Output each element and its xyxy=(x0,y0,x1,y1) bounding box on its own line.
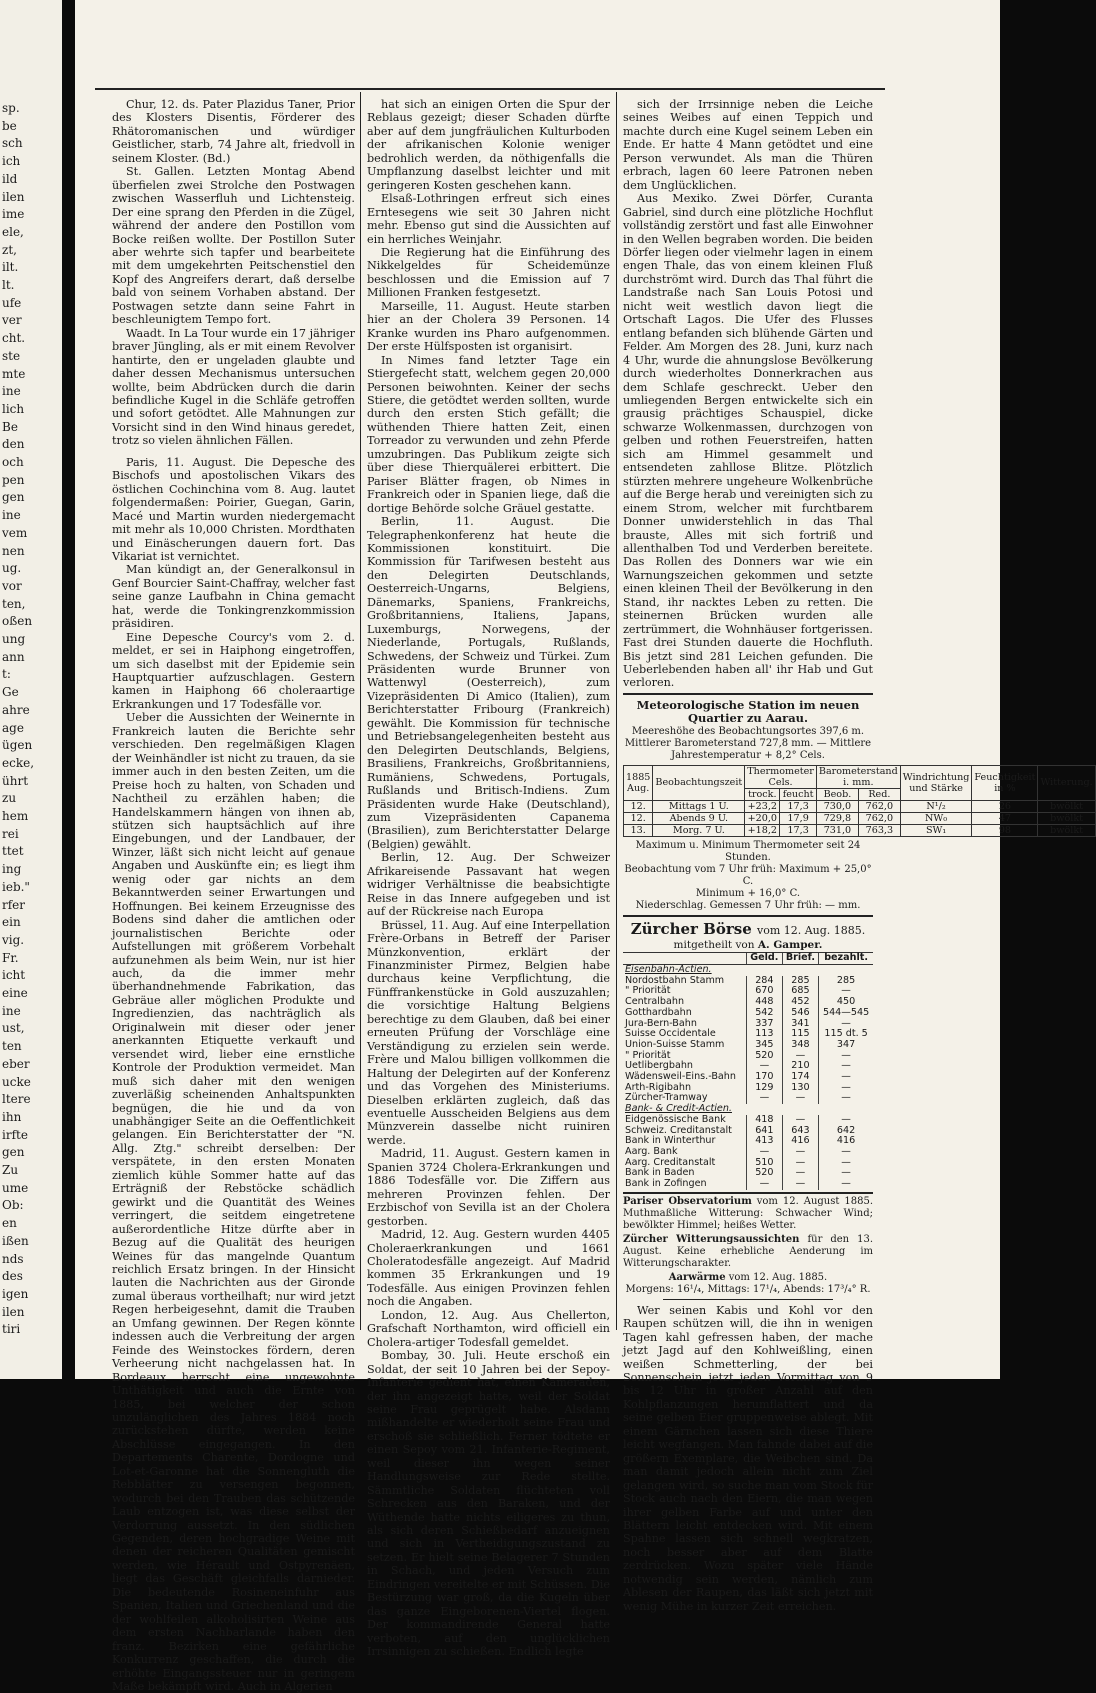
margin-fragment: ltere xyxy=(2,1092,31,1107)
boerse-security: Bank in Baden xyxy=(625,1167,695,1179)
article-madrid-12: Madrid, 12. Aug. Gestern wurden 4405 Choleraerkrankungen und 1661 Choleratodesfälle angezeigt. Auf Madrid kommen 35 Erkrankungen und 19 Todesfälle. Aus einigen Provinzen fehlen noch die Angaben. xyxy=(367,1228,610,1309)
boerse-price: — xyxy=(782,1115,819,1126)
meteo-cell: Morg. 7 U. xyxy=(653,824,745,836)
meteo-header: Witterung. xyxy=(1038,765,1095,800)
article-reblaus: hat sich an einigen Orten die Spur der Reblaus gezeigt; dieser Schaden dürfte aber auf dem jungfräulichen Kulturboden der afrikanischen Kolonie weniger bedrohlich werden, da nöthigenfalls die Umpflanzung daselbst leichter und mit geringeren Kosten geschehen kann. xyxy=(367,98,610,192)
boerse-price: 642 xyxy=(819,1126,873,1137)
article-paris-cochinchina: Paris, 11. August. Die Depesche des Bischofs und apostolischen Vikars des östlichen Cochinchina vom 8. Aug. lautet folgendermaßen: Poirier, Guegan, Garin, Macé und Martin wurden niedergemacht mit mehr als 10,000 Christen. Mordthaten und Einäscherungen dauern fort. Das Vikariat ist vernichtet. xyxy=(112,455,355,563)
margin-fragment: ieb." xyxy=(2,879,30,894)
boerse-price: 546 xyxy=(782,1008,819,1019)
boerse-table xyxy=(623,952,873,1189)
article-irrsinniger-end: sich der Irrsinnige neben die Leiche seines Weibes auf einen Teppich und machte durch eine Kugel seinem Leben ein Ende. Er hatte 4 Mann getödtet und eine Person verwundet. Als man die Thüren erbrach, lagen 60 leere Patronen neben dem Unglücklichen. xyxy=(623,98,873,192)
boerse-price: 285 xyxy=(819,976,873,987)
section-rule xyxy=(623,915,873,917)
article-st-gallen: St. Gallen. Letzten Montag Abend überfielen zwei Strolche den Postwagen zwischen Wasserfluh und Lichtensteig. Der eine sprang den Pferden in die Zügel, während der andere den Postillon vom Bocke reißen wollte. Der Postillon Suter aber wehrte sich tapfer und bearbeitete mit dem umgekehrten Peitschenstiel den Kopf des Angreifers derart, daß derselbe bald von seinem Vorhaben abstand. Der Postwagen setzte dann seine Fahrt in beschleunigtem Tempo fort. xyxy=(112,165,355,327)
margin-fragment: ume xyxy=(2,1180,29,1195)
boerse-price: 337 xyxy=(747,1019,783,1030)
meteo-row xyxy=(624,824,1096,836)
margin-fragment: nen xyxy=(2,543,25,558)
boerse-price: — xyxy=(782,1147,819,1158)
margin-fragment: ine xyxy=(2,1003,21,1018)
boerse-price: 413 xyxy=(747,1136,783,1147)
boerse-security: " Priorität xyxy=(625,985,671,997)
section-rule xyxy=(663,1299,833,1300)
margin-fragment: gen xyxy=(2,490,25,505)
margin-fragment: ime xyxy=(2,207,25,222)
margin-fragment: vem xyxy=(2,525,28,540)
margin-fragment: ten xyxy=(2,1039,22,1054)
boerse-head: bezahlt. xyxy=(819,953,873,965)
meteo-header: Windrichtung und Stärke xyxy=(900,765,972,800)
boerse-price: 130 xyxy=(782,1083,819,1094)
boerse-price: — xyxy=(819,1051,873,1062)
column-3 xyxy=(623,98,1093,1613)
margin-fragment: ten, xyxy=(2,596,26,611)
boerse-head xyxy=(623,953,747,965)
aarwaerme-date: vom 12. Aug. 1885. xyxy=(728,1271,828,1283)
margin-fragment: lich xyxy=(2,401,25,416)
margin-fragment: cht. xyxy=(2,331,26,346)
meteo-cell: SW₁ xyxy=(900,824,972,836)
margin-fragment: eine xyxy=(2,986,28,1000)
boerse-price: — xyxy=(782,1093,819,1104)
boerse-section-label: Eisenbahn-Actien. xyxy=(625,964,712,975)
boerse-row xyxy=(623,1115,873,1126)
paris-observatory-text: vom 12. August 1885. Muthmaßliche Witterung: Schwacher Wind; bewölkter Himmel; heißes Wetter. xyxy=(623,1195,873,1231)
boerse-row xyxy=(623,1008,873,1019)
meteo-cell: +20,0 xyxy=(745,812,780,824)
meteo-cell: 730,0 xyxy=(816,800,858,812)
meteo-cell: 17,9 xyxy=(780,812,817,824)
meteo-cell: 47 xyxy=(972,812,1038,824)
margin-fragment: hem xyxy=(2,809,29,823)
boerse-price: — xyxy=(782,1179,819,1190)
meteo-subheader: Red. xyxy=(858,788,900,800)
article-mexiko: Aus Mexiko. Zwei Dörfer, Curanta Gabriel, sind durch eine plötzliche Hochflut vollständig zerstört und fast alle Einwohner in den Wellen begraben worden. Die beiden Dörfer liegen oder vielmehr lagen in einem engen Thale, das von einem kleinen Fluß durchströmt wird. Durch das Thal führt die Landstraße nach San Louis Potosi und nicht weit westlich davon liegt die Ortschaft Lagos. Die Ufer des Flusses entlang befanden sich blühende Gärten und Felder. Am Morgen des 28. Juni, kurz nach 4 Uhr, wurde die ahnungslose Bevölkerung durch wiederholtes Donnerkrachen aus dem Schlafe geschreckt. Ueber den umliegenden Bergen entwickelte sich ein grausig prächtiges Schauspiel, dicke schwarze Wolkenmassen, durchzogen von gelben und rothen Feuerstreifen, hatten sich am Himmel gesammelt und entsendeten zahllose Blitze. Plötzlich stürzten mehrere ungeheure Wolkenbrüche auf die Berge herab und vereinigten sich zu einem Strom, welcher mit furchtbarem Donner unwiderstehlich in das Thal brauste, Alles mit sich fortriß und allenthalben Tod und Verderben bereitete. Das Rollen des Donners war wie ein Warnungszeichen gekommen und setzte einen kleinen Theil der Bevölkerung in den Stand, ihr nacktes Leben zu retten. Die steinernen Brücken wurden alle zertrümmert, die Wohnhäuser fortgerissen. Fast drei Stunden dauerte die Hochfluth. Bis jetzt sind 281 Leichen gefunden. Die Ueberlebenden haben all' ihr Hab und Gut verloren. xyxy=(623,192,873,690)
boerse-price: 520 xyxy=(747,1168,783,1179)
boerse-security: Arth-Rigibahn xyxy=(625,1081,692,1093)
boerse-price: — xyxy=(747,1093,783,1104)
newspaper-page xyxy=(75,0,1093,1693)
margin-fragment: vor xyxy=(2,578,22,593)
boerse-security: Suisse Occidentale xyxy=(625,1028,716,1040)
margin-fragment: ste xyxy=(2,348,21,363)
boerse-security: Nordostbahn Stamm xyxy=(625,974,725,986)
zuerich-weather-head: Zürcher Witterungsaussichten xyxy=(623,1233,800,1245)
meteo-cell: 731,0 xyxy=(816,824,858,836)
margin-fragment: rei xyxy=(2,826,19,841)
previous-page-margin xyxy=(0,0,62,1379)
meteo-rows xyxy=(624,800,1096,836)
margin-fragment: irfte xyxy=(2,1127,28,1142)
meteo-table xyxy=(623,765,1096,837)
boerse-price: 348 xyxy=(782,1040,819,1051)
article-bombay: Bombay, 30. Juli. Heute erschoß ein Soldat, der seit 10 Jahren bei der Sepoy-Infanterie gedient hat, einen Kameraden, der ihn angezeigt hatte, weil der Soldat seine Frau geprügelt habe. Alsdann mißhandelte er wiederholt seine Frau und erschoß sie schließlich. Ferner tödtete er einen Sepoy vom 21. Infanterie-Regiment, weil dieser ihn wegen seiner Handlungsweise zur Rede stellte. Sämmtliche Soldaten flüchteten voll Schrecken aus den Baraken, und der Wüthende hatte nichts eiligeres zu thun, als sich deren Schießbedarf anzueignen und sich in Vertheidigungszustand zu setzen. Er hielt seine Belagerer 7 Stunden in Schach, und jeden Versuch zum Eindringen vereitelte er mit Schüssen. Die Bestürzung war groß, da die Kugeln über das ganze Eingeborenen-Viertel flogen. Der kommandirende General hatte verboten, auf den unglücklichen Irrsinnigen zu schießen. Endlich legte xyxy=(367,1349,610,1659)
boerse-security: Bank in Winterthur xyxy=(625,1135,716,1147)
column-1 xyxy=(112,98,355,1693)
boerse-security: Aarg. Bank xyxy=(625,1145,678,1157)
boerse-price: 448 xyxy=(747,997,783,1008)
boerse-price: — xyxy=(747,1061,783,1072)
meteo-header: 1885 Aug. xyxy=(624,765,653,800)
boerse-section-label: Bank- & Credit-Actien. xyxy=(625,1103,732,1115)
meteo-cell: N¹/₂ xyxy=(900,800,972,812)
boerse-price: 670 xyxy=(747,986,783,997)
boerse-row xyxy=(623,1179,873,1190)
margin-fragment: ine xyxy=(2,508,21,523)
boerse-price: 210 xyxy=(782,1061,819,1072)
meteo-cell: 763,3 xyxy=(858,824,900,836)
boerse-sub-pre: mitgetheilt von xyxy=(673,938,755,951)
boerse-price: 347 xyxy=(819,1040,873,1051)
boerse-price: — xyxy=(819,1083,873,1094)
meteo-subheader: trock. xyxy=(745,788,780,800)
aarwaerme-head: Aarwärme xyxy=(668,1271,726,1283)
margin-fragment: ug. xyxy=(2,561,22,576)
margin-fragment: ttet xyxy=(2,844,24,859)
boerse-price: — xyxy=(819,1072,873,1083)
boerse-price: — xyxy=(819,1158,873,1169)
margin-fragment: ild xyxy=(2,171,18,186)
boerse-date: vom 12. Aug. 1885. xyxy=(756,923,866,937)
margin-fragment: zt, xyxy=(2,242,17,257)
meteo-cell: 13. xyxy=(624,824,653,836)
section-rule xyxy=(623,693,873,695)
margin-fragment: Ge xyxy=(2,685,19,700)
article-elsass: Elsaß-Lothringen erfreut sich eines Erntesegens wie seit 30 Jahren nicht mehr. Ebenso gut sind die Aussichten auf ein herrliches Weinjahr. xyxy=(367,192,610,246)
margin-fragment: ihn xyxy=(2,1109,22,1124)
meteo-title: Meteorologische Station im neuen Quartier zu Aarau. xyxy=(636,697,860,726)
meteo-cell: bwölkt xyxy=(1038,800,1095,812)
margin-fragment: ein xyxy=(2,915,21,930)
meteo-cell: bwölkt xyxy=(1038,824,1095,836)
article-nimes: In Nimes fand letzter Tage ein Stiergefecht statt, welchem gegen 20,000 Personen beiwohnten. Keiner der sechs Stiere, die getödtet werden sollten, wurde durch den ersten Stich gefällt; die wüthenden Thiere hatten Zeit, einen Torreador zu verwunden und zehn Pferde umzubringen. Das Publikum zeigte sich über diese Thierquälerei erbittert. Die Pariser Blätter fragen, ob Nimes in Frankreich oder in Spanien liege, daß die dortige Behörde solche Gräuel gestatte. xyxy=(367,353,610,515)
margin-fragment: ügen xyxy=(2,738,33,753)
meteo-cell: 98 xyxy=(972,824,1038,836)
margin-fragment: och xyxy=(2,455,24,469)
boerse-price: 643 xyxy=(782,1126,819,1137)
boerse-price: 285 xyxy=(782,976,819,987)
boerse-price: 510 xyxy=(747,1158,783,1169)
meteo-cell: 762,0 xyxy=(858,800,900,812)
boerse-price: 174 xyxy=(782,1072,819,1083)
meteo-subheader: Beob. xyxy=(816,788,858,800)
article-berlin-telegraph: Berlin, 11. August. Die Telegraphenkonferenz hat heute die Kommissionen konstituirt. Die Kommission für Tarifwesen besteht aus den Delegirten Deutschlands, Oesterreich-Ungarns, Belgiens, Dänemarks, Spaniens, Frankreichs, Großbritanniens, Italiens, Japans, Luxemburgs, Norwegens, der Niederlande, Portugals, Rußlands, Schwedens, der Schweiz und Türkei. Zum Präsidenten wurde Brunner von Wattenwyl (Oesterreich), zum Vizepräsidenten Di Amico (Italien), zum Berichterstatter Fribourg (Frankreich) gewählt. Die Kommission für technische und Betriebsangelegenheiten besteht aus den Delegirten Deutschlands, Belgiens, Brasiliens, Frankreichs, Großbritanniens, Rumäniens, Schwedens, Portugals, Rußlands und Britisch-Indiens. Zum Präsidenten wurde Hake (Deutschland), zum Vizepräsidenten Capanema (Brasilien), zum Berichterstatter Delarge (Belgien) gewählt. xyxy=(367,515,610,851)
boerse-price: 452 xyxy=(782,997,819,1008)
article-chur: Chur, 12. ds. Pater Plazidus Taner, Prior des Klosters Disentis, Förderer des Rhätoromanischen und würdiger Geistlicher, starb, 74 Jahre alt, friedvoll in seinem Kloster. (Bd.) xyxy=(112,98,355,165)
boerse-price: — xyxy=(819,1019,873,1030)
boerse-security: Schweiz. Creditanstalt xyxy=(625,1124,732,1136)
meteo-line-1: Meereshöhe des Beobachtungsortes 397,6 m. xyxy=(631,725,865,737)
margin-fragment: ilt. xyxy=(2,260,19,275)
meteo-header: Thermometer Cels. xyxy=(745,765,817,788)
boerse-price: 416 xyxy=(782,1136,819,1147)
boerse-security: Gotthardbahn xyxy=(625,1006,692,1018)
margin-fragment: ührt xyxy=(2,773,29,788)
margin-fragment: sp. xyxy=(2,101,20,115)
margin-fragment: zu xyxy=(2,791,17,806)
margin-fragment: ann xyxy=(2,649,25,664)
meteo-footer-3: Minimum + 16,0° C. xyxy=(695,887,801,899)
margin-fragment: Be xyxy=(2,419,18,434)
margin-fragment: icht xyxy=(2,968,26,983)
boerse-price: 341 xyxy=(782,1019,819,1030)
boerse-price: — xyxy=(819,1147,873,1158)
meteo-cell: Abends 9 U. xyxy=(653,812,745,824)
boerse-subtitle xyxy=(623,939,873,952)
boerse-security: Union-Suisse Stamm xyxy=(625,1038,725,1050)
boerse-head: Geld. xyxy=(747,953,783,965)
margin-fragment: age xyxy=(2,720,24,735)
margin-fragment: ich xyxy=(2,154,21,169)
meteo-header: Barometerstand i. mm. xyxy=(816,765,900,788)
boerse-security: Centralbahn xyxy=(625,996,685,1008)
boerse-price: 113 xyxy=(747,1029,783,1040)
margin-fragment: nds xyxy=(2,1251,24,1266)
margin-fragment: t: xyxy=(2,667,11,682)
boerse-price: 418 xyxy=(747,1115,783,1126)
meteo-cell: +23,2 xyxy=(745,800,780,812)
margin-fragment: eber xyxy=(2,1056,30,1071)
boerse-price: 641 xyxy=(747,1126,783,1137)
column-divider-2 xyxy=(616,92,617,1330)
meteo-header: Beobachtungszeit xyxy=(653,765,745,800)
boerse-price: — xyxy=(747,1179,783,1190)
boerse-price: — xyxy=(819,1061,873,1072)
boerse-head: Brief. xyxy=(782,953,819,965)
margin-fragment: Fr. xyxy=(2,950,19,965)
margin-fragment: ißen xyxy=(2,1233,29,1248)
margin-fragment: pen xyxy=(2,472,25,487)
aarwaerme-values: Morgens: 16¹/₄, Mittags: 17¹/₄, Abends: 17³/₄° R. xyxy=(625,1283,871,1295)
boerse-security: Aarg. Creditanstalt xyxy=(625,1156,716,1168)
article-london: London, 12. Aug. Aus Chellerton, Grafschaft Northamton, wird officiell ein Cholera-artiger Todesfall gemeldet. xyxy=(367,1308,610,1349)
margin-fragment: gen xyxy=(2,1145,25,1160)
meteo-cell: 762,0 xyxy=(858,812,900,824)
boerse-price: — xyxy=(819,1179,873,1190)
meteo-cell: bwölkt xyxy=(1038,812,1095,824)
boerse-price: — xyxy=(819,986,873,997)
zuerich-weather-text: für den 13. August. Keine erhebliche Aenderung im Witterungscharakter. xyxy=(623,1233,873,1269)
margin-fragment: vig. xyxy=(2,932,25,947)
boerse-sub-name: A. Gamper. xyxy=(757,938,823,951)
meteo-cell: 17,3 xyxy=(780,824,817,836)
boerse-price: — xyxy=(782,1051,819,1062)
margin-fragment: rfer xyxy=(2,897,26,912)
margin-fragment: Ob: xyxy=(2,1198,24,1213)
article-courcy: Eine Depesche Courcy's vom 2. d. meldet, er sei in Haiphong eingetroffen, um sich daselbst mit der Epidemie sein Hauptquartier aufzuschlagen. Gestern kamen in Haiphong 66 choleraartige Erkrankungen und 17 Todesfälle vor. xyxy=(112,630,355,711)
boerse-title xyxy=(623,921,873,939)
boerse-price: 129 xyxy=(747,1083,783,1094)
column-2 xyxy=(367,98,610,1659)
margin-fragment: ing xyxy=(2,862,22,877)
boerse-price: 115 xyxy=(782,1029,819,1040)
meteo-header: Feuchtigkeit in % xyxy=(972,765,1038,800)
margin-fragment: ahre xyxy=(2,702,30,717)
boerse-rows xyxy=(623,965,873,1190)
margin-fragment: ust, xyxy=(2,1021,25,1036)
boerse-security: Uetlibergbahn xyxy=(625,1060,694,1072)
paris-observatory xyxy=(623,1196,873,1232)
paris-observatory-head: Pariser Observatorium xyxy=(623,1195,752,1207)
margin-fragment: den xyxy=(2,437,25,452)
boerse-price: 170 xyxy=(747,1072,783,1083)
article-berlin-afrika: Berlin, 12. Aug. Der Schweizer Afrikareisende Passavant hat wegen widriger Verhältnisse die beabsichtigte Reise in das Innere aufgegeben und ist auf der Rückreise nach Europa xyxy=(367,851,610,919)
boerse-price: 542 xyxy=(747,1008,783,1019)
margin-fragment: oßen xyxy=(2,614,33,629)
margin-fragment: sch xyxy=(2,136,23,151)
margin-fragment: ufe xyxy=(2,295,22,310)
section-rule xyxy=(623,1192,873,1194)
meteo-footer-1: Maximum u. Minimum Thermometer seit 24 Stunden. xyxy=(635,839,861,863)
article-madrid-11: Madrid, 11. August. Gestern kamen in Spanien 3724 Cholera-Erkrankungen und 1886 Todesfälle vor. Die Ziffern aus mehreren Provinzen fehlen. Der Erzbischof von Sevilla ist an der Cholera gestorben. xyxy=(367,1147,610,1228)
article-bruessel: Brüssel, 11. Aug. Auf eine Interpellation Frère-Orbans in Betreff der Pariser Münzkonvention, erklärt der Finanzminister Pirmez, Belgien habe durchaus keine Verpflichtung, die Fünffrankenstücke in Gold auszuzahlen; die vorsichtige Haltung Belgiens berechtige zu dem Glauben, daß bei einer erneuten Prüfung der Vorschläge eine Verständigung zu erzielen sein werde. Frère und Malou billigen vollkommen die Haltung der Delegirten auf der Konferenz und das Vorgehen des Ministeriums. Dieselben erklärten zugleich, daß das eventuelle Ausscheiden Belgiens aus dem Münzverein dasselbe nicht ruiniren werde. xyxy=(367,918,610,1147)
boerse-price: — xyxy=(782,1168,819,1179)
boerse-security: Jura-Bern-Bahn xyxy=(625,1017,697,1029)
boerse-price: — xyxy=(819,1093,873,1104)
margin-fragment: en xyxy=(2,1216,17,1231)
column-divider-1 xyxy=(360,92,361,1330)
article-kohlweissling: Wer seinen Kabis und Kohl vor den Raupen schützen will, die ihn in wenigen Tagen kahl gefressen haben, der mache jetzt Jagd auf den Kohlweißling, einen weißen Schmetterling, der bei Sonnenschein jetzt jeden Vormittag von 9 bis 12 Uhr in großer Anzahl auf den Kohlpflanzungen herumflattert und da seine gelben Eier gruppenweise ablegt. Mit einem Gärnchen lassen sich diese Thiere leicht wegfangen. Man fahnde dabei auf die größern Exemplare, die Weibchen sind. Da man damit jedoch allein nicht zum Ziel gelangen wird, so suche man vom Stock für Stock auch nach den Eiern, die man wegen ihrer gelben Farbe auf und unter den Blättern leicht entdecken wird. Mit einem Spahne lassen sich schnell wegkratzen, noch besser aber auf dem Blatte zerdrücken. Wozu später viele Hände notwendig sein werden, nämlich zum Ablesen der Raupen, das läßt sich jetzt mit wenig Mühe in kurzer Zeit erreichen. xyxy=(623,1303,873,1613)
boerse-title-text: Zürcher Börse xyxy=(630,919,752,938)
meteo-subheader: feucht xyxy=(780,788,817,800)
margin-fragment: mte xyxy=(2,366,26,381)
boerse-price: 544—545 xyxy=(819,1008,873,1019)
meteo-footer-4: Niederschlag. Gemessen 7 Uhr früh: — mm. xyxy=(635,899,861,911)
boerse-price: — xyxy=(819,1115,873,1126)
boerse-price: 520 xyxy=(747,1051,783,1062)
aarwaerme xyxy=(623,1272,873,1284)
article-waadt: Waadt. In La Tour wurde ein 17 jähriger braver Jüngling, als er mit einem Revolver hantirte, den er ungeladen glaubte und daher dessen Mechanismus untersuchen wollte, beim Abdrücken durch die darin befindliche Kugel in die Schläfe getroffen und sofort getödtet. Alle Mahnungen zur Vorsicht sind in den Wind hinaus geredet, trotz so vielen ähnlichen Fällen. xyxy=(112,326,355,448)
meteo-cell: 12. xyxy=(624,812,653,824)
meteo-cell: 26 xyxy=(972,800,1038,812)
boerse-price: 115 dt. 5 xyxy=(819,1029,873,1040)
meteo-line-2: Mittlerer Barometerstand 727,8 mm. — Mittlere Jahrestemperatur + 8,2° Cels. xyxy=(624,737,872,761)
article-nickelgeld: Die Regierung hat die Einführung des Nikkelgeldes für Scheidemünze beschlossen und die Emission auf 7 Millionen Franken festgesetzt. xyxy=(367,245,610,300)
meteo-row xyxy=(624,800,1096,812)
boerse-price: — xyxy=(747,1147,783,1158)
article-weinernte: Ueber die Aussichten der Weinernte in Frankreich lauten die Berichte sehr verschieden. Den regelmäßigen Klagen der Weinhändler ist nicht zu trauen, da sie immer auch in den besten Zeiten, um die Preise hoch zu halten, von Schaden und Nachtheil zu erzählen haben; die Handelskammern hängen von ihnen ab, stützen sich hauptsächlich auf ihre Eingebungen, und der Landbauer, der Winzer, läßt sich nicht leicht auf genaue Angaben und Auskünfte ein; es liegt ihm wenig oder gar nichts an dem Bekanntwerden seiner Erwartungen und Hoffnungen. Bei keinem Erzeugnisse des Bodens sind daher die amtlichen oder journalistischen Berichte oder Aufstellungen mit größerem Vorbehalt aufzunehmen als beim Wein, nur ist hier auch, da die immer mehr überhandnehmende Fabrikation, das Gebräue aller möglichen Produkte und Ingredienzien, das nachträglich als Originalwein mit dieser oder jener anerkannten Etiquette verkauft und versendet wird, lieber eine ernstliche Kontrole der Produktion vermeidet. Man muß sich daher mit den wenigen zuverläßig scheinenden Anhaltspunkten begnügen, die hie und da von unabhängiger Seite an die Oeffentlichkeit gelangen. Ein Berichterstatter der "N. Allg. Ztg." schreibt derselben: Der verspätete, in den ersten Monaten ziemlich kühle Sommer hatte auf das Erträgniß der Rebstöcke schädlich gewirkt und die Quantität des Weines verringert, die seitdem eingetretene außerordentliche Hitze dürfte aber in Bezug auf die Qualität des heurigen Weines für das mangelnde Quantum reichlich Ersatz bringen. In der Hinsicht lauten die Nachrichten aus der Gironde zumal überaus vortheilhaft; nur wird jetzt Regen herbeigesehnt, damit die Trauben an Umfang gewinnen. Der Regen könnte indessen auch die Verbreitung der argen Feinde des Weinstockes fördern, deren Verheerung nicht nachgelassen hat. In Bordeaux herrscht eine ungewohnte Unthätigkeit und auch die Ernte von 1885, bei welcher der schon unzulänglichen des Jahres 1884 noch zurückstehen dürfte, werden keine Abschlüsse eingegangen. In den Departements Charente, Dordogne und Lot-et-Garonne hat die Sonnengluth die Rebblätter zu versengen begonnen, wodurch bei den Trauben das schützende Laub entzogen ist, was diese selbst der Verdorrung aussetzt. In den südlichen Gegenden, deren hochgradige Weine mit denen der reicheren Qualitäten gemischt werden, wie Hérault und Ostpyrenäen, liegt das Geschäft gleichfalls darnieder. Die bedeutende Rosineneinfuhr aus Spanien, Italien und Griechenland und die der wohlfeilen alkoholisirten Weine aus dem ersten Nachbarlande haben den franz. Bezirken eine gefährliche Konkurrenz geschaffen, die durch die erhöhte Eingangssteuer nur in geringem Maße bekämpft wird. Auch in Algerien xyxy=(112,711,355,1693)
boerse-security: Wädensweil-Eins.-Bahn xyxy=(625,1071,736,1083)
boerse-price: — xyxy=(782,1158,819,1169)
margin-fragment: tiri xyxy=(2,1322,21,1337)
boerse-price: 284 xyxy=(747,976,783,987)
margin-fragment: ilen xyxy=(2,189,25,204)
meteo-cell: 729,8 xyxy=(816,812,858,824)
meteo-cell: Mittags 1 U. xyxy=(653,800,745,812)
meteo-cell: NW₀ xyxy=(900,812,972,824)
boerse-security: Eidgenössische Bank xyxy=(625,1113,726,1125)
article-marseille: Marseille, 11. August. Heute starben hier an der Cholera 39 Personen. 14 Kranke wurden ins Pharo aufgenommen. Der erste Hülfsposten ist organisirt. xyxy=(367,299,610,354)
boerse-price: 450 xyxy=(819,997,873,1008)
boerse-security: Zürcher-Tramway xyxy=(625,1092,708,1104)
meteo-row xyxy=(624,812,1096,824)
article-generalkonsul: Man kündigt an, der Generalkonsul in Genf Bourcier Saint-Chaffray, welcher fast seine ganze Laufbahn in China gemacht hat, werde die Tonkingrenzkommission präsidiren. xyxy=(112,563,355,631)
boerse-price: 685 xyxy=(782,986,819,997)
margin-fragment: ecke, xyxy=(2,755,35,770)
boerse-price: 416 xyxy=(819,1136,873,1147)
margin-fragment: ucke xyxy=(2,1074,31,1089)
margin-fragment: ine xyxy=(2,384,21,399)
meteo-cell: 17,3 xyxy=(780,800,817,812)
meteo-footer-2: Beobachtung vom 7 Uhr früh: Maximum + 25,0° C. xyxy=(624,863,872,887)
margin-fragment: igen xyxy=(2,1286,29,1301)
margin-fragment: ilen xyxy=(2,1304,25,1319)
margin-fragment: ver xyxy=(2,313,22,328)
margin-fragment: ele, xyxy=(2,224,24,239)
meteo-cell: +18,2 xyxy=(745,824,780,836)
boerse-security: " Priorität xyxy=(625,1049,671,1061)
margin-fragment: Zu xyxy=(2,1163,19,1177)
boerse-price: — xyxy=(819,1168,873,1179)
margin-fragment: lt. xyxy=(2,278,15,292)
boerse-security: Bank in Zofingen xyxy=(625,1178,707,1190)
top-rule xyxy=(95,88,885,90)
margin-fragment: des xyxy=(2,1269,23,1284)
margin-fragment: ung xyxy=(2,632,26,646)
margin-fragment: be xyxy=(2,118,17,133)
meteo-cell: 12. xyxy=(624,800,653,812)
zuerich-weather xyxy=(623,1234,873,1270)
boerse-price: 345 xyxy=(747,1040,783,1051)
